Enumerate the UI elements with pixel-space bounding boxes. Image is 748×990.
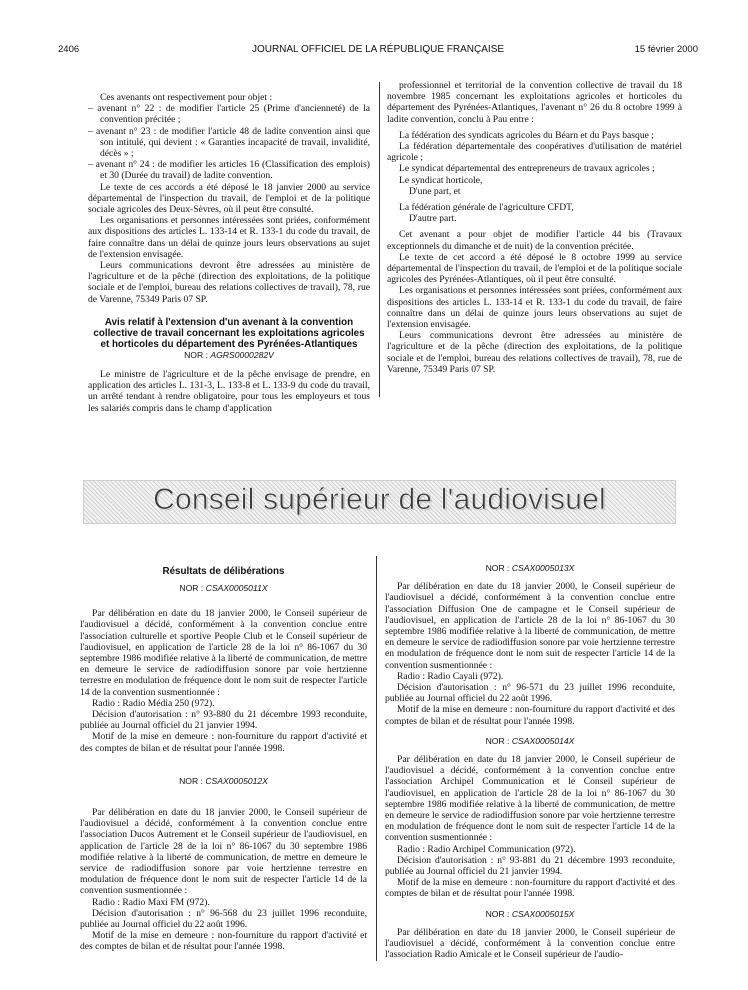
column-3 bbox=[80, 566, 367, 953]
nor-code: CSAX0005014X bbox=[511, 735, 575, 746]
paragraph: Décision d'autorisation : n° 96-571 du 23 juillet 1996 reconduite, publiée au Journal officiel du 22 août 1996. bbox=[385, 682, 675, 705]
party-item: Le syndicat départemental des entrepreneurs de travaux agricoles ; bbox=[399, 163, 655, 175]
publication-date: 15 février 2000 bbox=[634, 44, 698, 55]
paragraph: professionnel et territorial de la convention collective de travail du 18 novembre 1985 concernant les exploitations agricoles et horticoles du département des Pyrénées-Atlantiques, l'avenant n° 26 du 8 octobre 1999 à ladite convention, conclu à Pau entre : bbox=[387, 80, 682, 125]
nor-code: AGRS0000282V bbox=[210, 349, 274, 360]
paragraph: Radio : Radio Média 250 (972). bbox=[92, 697, 215, 709]
nor-reference bbox=[80, 583, 367, 594]
paragraph: Décision d'autorisation : n° 96-568 du 23 juillet 1996 reconduite, publiée au Journal officiel du 22 août 1996. bbox=[80, 907, 367, 931]
paragraph: Le ministre de l'agriculture et de la pêche envisage de prendre, en application des articles L. 131-3, L. 133-8 et L. 133-9 du code du travail, un arrêté tendant à rendre obligatoire, pour tous les employeurs et tous les salariés compris dans le champ d'application bbox=[88, 369, 370, 414]
paragraph: Par délibération en date du 18 janvier 2000, le Conseil supérieur de l'audiovisuel a décidé, conformément à la convention conclue entre l'association Ducos Autrement et le Conseil supérieur de l'audiovisuel, en application de l'article 28 de la loi n° 86-1067 du 30 septembre 1986 modifiée relative à la liberté de communication, de mettre en demeure le service de radiodiffusion sonore par voie hertzienne terrestre en modulation de fréquence dont le nom suit de respecter l'article 14 de la convention susmentionnée : bbox=[80, 807, 367, 897]
paragraph: Le texte de cet accord a été déposé le 8 octobre 1999 au service départemental de l'inspection du travail, de l'emploi et de la politique sociale agricoles des Pyrénées-Atlantiques, où il peut être consulté. bbox=[387, 251, 682, 286]
paragraph: Le texte de ces accords a été déposé le 18 janvier 2000 au service départemental de l'inspection du travail, de l'emploi et de la politique sociale agricoles des Deux-Sèvres, où il peut être consulté. bbox=[88, 181, 370, 216]
nor-reference bbox=[385, 909, 675, 920]
nor-reference bbox=[385, 736, 675, 747]
paragraph: Radio : Radio Cayali (972). bbox=[397, 670, 504, 682]
party-separator: D'une part, et bbox=[409, 185, 461, 197]
party-item: La fédération générale de l'agriculture CFDT, bbox=[399, 202, 574, 214]
paragraph: Cet avenant a pour objet de modifier l'article 44 bis (Travaux exceptionnels du dimanche et de nuit) de la convention précitée. bbox=[387, 229, 682, 252]
journal-title: JOURNAL OFFICIEL DE LA RÉPUBLIQUE FRANÇAISE bbox=[251, 44, 505, 55]
section-banner bbox=[83, 480, 676, 524]
paragraph: Par délibération en date du 18 janvier 2000, le Conseil supérieur de l'audiovisuel a décidé, conformément à la convention conclue entre l'association Archipel Communication et le Conseil supérieur de l'audiovisuel, en application de l'article 28 de la loi n° 86-1067 du 30 septembre 1986 modifiée relative à la liberté de communication, de mettre en demeure le service de radiodiffusion sonore par voie hertzienne terrestre en modulation de fréquence dont le nom suit de respecter l'article 14 de la convention susmentionnée : bbox=[385, 754, 675, 844]
paragraph: Les organisations et personnes intéressées sont priées, conformément aux dispositions des articles L. 133-14 et R. 133-1 du code du travail, de faire connaître dans un délai de quinze jours leurs observations au sujet de l'extension envisagée. bbox=[88, 215, 370, 260]
paragraph: Leurs communications devront être adressées au ministère de l'agriculture et de la pêche (direction des exploitations, de la politique sociale et de l'emploi, bureau des relations collectives de travail), 78, rue de Varenne, 75349 Paris 07 SP. bbox=[387, 330, 682, 375]
nor-label: NOR : bbox=[485, 908, 512, 919]
paragraph: Motif de la mise en demeure : non-fourniture du rapport d'activité et des comptes de bilan et de résultat pour l'année 1998. bbox=[385, 704, 675, 727]
list-item: – avenant n° 22 : de modifier l'article 25 (Prime d'ancienneté) de la convention précitée ; bbox=[88, 103, 370, 126]
column-1 bbox=[88, 92, 370, 414]
banner-title: Conseil supérieur de l'audiovisuel bbox=[153, 483, 606, 516]
nor-label: NOR : bbox=[179, 583, 206, 593]
nor-code: CSAX0005015X bbox=[511, 908, 575, 919]
paragraph: Par délibération en date du 18 janvier 2000, le Conseil supérieur de l'audiovisuel a décidé, conformément à la convention conclue entre l'association culturelle et sportive People Club et le Conseil supérieur de l'audiovisuel, en application de l'article 28 de la loi n° 86-1067 du 30 septembre 1986 modifiée relative à la liberté de communication, de mettre en demeure le service de radiodiffusion sonore par voie hertzienne terrestre en modulation de fréquence dont le nom suit de respecter l'article 14 de la convention susmentionnée : bbox=[80, 608, 367, 698]
paragraph: Motif de la mise en demeure : non-fourniture du rapport d'activité et des comptes de bilan et de résultat pour l'année 1998. bbox=[385, 877, 675, 900]
paragraph: Ces avenants ont respectivement pour objet : bbox=[100, 92, 273, 103]
party-item: Le syndicat horticole, bbox=[399, 174, 483, 186]
page-header bbox=[58, 44, 698, 58]
column-divider bbox=[379, 82, 380, 397]
paragraph: Radio : Radio Archipel Communication (972). bbox=[397, 843, 576, 855]
nor-label: NOR : bbox=[184, 349, 211, 360]
paragraph: Par délibération en date du 18 janvier 2000, le Conseil supérieur de l'audiovisuel a décidé, conformément à la convention conclue entre l'association Diffusion One de campagne et le Conseil supérieur de l'audiovisuel, en application de l'article 28 de la loi n° 86-1067 du 30 septembre 1986 modifiée relative à la liberté de communication, de mettre en demeure le service de radiodiffusion sonore par voie hertzienne terrestre en modulation de fréquence dont le nom suit de respecter l'article 14 de la convention susmentionnée : bbox=[385, 581, 675, 671]
paragraph: Motif de la mise en demeure : non-fourniture du rapport d'activité et des comptes de bilan et de résultat pour l'année 1998. bbox=[80, 731, 367, 754]
column-divider bbox=[376, 556, 377, 961]
section-title: Résultats de délibérations bbox=[162, 566, 285, 577]
paragraph: Par délibération en date du 18 janvier 2000, le Conseil supérieur de l'audiovisuel a décidé, conformément à la convention conclue entre l'association Radio Amicale et le Conseil supérieur de l'audio- bbox=[385, 926, 675, 961]
nor-reference bbox=[385, 563, 675, 574]
party-item: La fédération des syndicats agricoles du Béarn et du Pays basque ; bbox=[399, 129, 654, 141]
nor-code: CSAX0005011X bbox=[205, 583, 268, 593]
paragraph: Décision d'autorisation : n° 93-881 du 21 décembre 1993 reconduite, publiée au Journal officiel du 21 janvier 1994. bbox=[385, 854, 675, 878]
column-2 bbox=[387, 80, 682, 375]
party-separator: D'autre part. bbox=[409, 213, 457, 225]
paragraph: Décision d'autorisation : n° 93-880 du 21 décembre 1993 reconduite, publiée au Journal officiel du 21 janvier 1994. bbox=[80, 709, 367, 732]
list-item: – avenant n° 23 : de modifier l'article 48 de ladite convention ainsi que son intitulé, qui devient : « Garanties incapacité de travail, invalidité, décès » ; bbox=[88, 125, 370, 160]
nor-label: NOR : bbox=[485, 735, 512, 746]
list-item: – avenant n° 24 : de modifier les articles 16 (Classification des emplois) et 30 (Durée du travail) de ladite convention. bbox=[88, 159, 370, 182]
notice-title: Avis relatif à l'extension d'un avenant à la convention collective de travail concernant les exploitations agricoles et horticoles du département des Pyrénées-Atlantiques bbox=[93, 316, 365, 350]
nor-code: CSAX0005013X bbox=[511, 563, 575, 573]
nor-reference bbox=[88, 350, 370, 361]
paragraph: Radio : Radio Maxi FM (972). bbox=[92, 896, 210, 908]
nor-code: CSAX0005012X bbox=[205, 775, 268, 786]
page-number: 2406 bbox=[58, 44, 80, 55]
column-4 bbox=[385, 563, 675, 961]
nor-label: NOR : bbox=[485, 563, 512, 573]
paragraph: Leurs communications devront être adressées au ministère de l'agriculture et de la pêche (direction des exploitations, de la politique sociale et de l'emploi, bureau des relations collectives de travail), 78, rue de Varenne, 75349 Paris 07 SP. bbox=[88, 260, 370, 305]
paragraph: Les organisations et personnes intéressées sont priées, conformément aux dispositions des articles L. 133-14 et R. 133-1 du code du travail, de faire connaître dans un délai de quinze jours leurs observations au sujet de l'extension envisagée. bbox=[387, 285, 682, 331]
nor-reference bbox=[80, 776, 367, 787]
paragraph: Motif de la mise en demeure : non-fourniture du rapport d'activité et des comptes de bilan et de résultat pour l'année 1998. bbox=[80, 930, 367, 953]
nor-label: NOR : bbox=[179, 775, 206, 786]
party-item: La fédération départementale des coopératives d'utilisation de matériel agricole ; bbox=[387, 141, 682, 164]
